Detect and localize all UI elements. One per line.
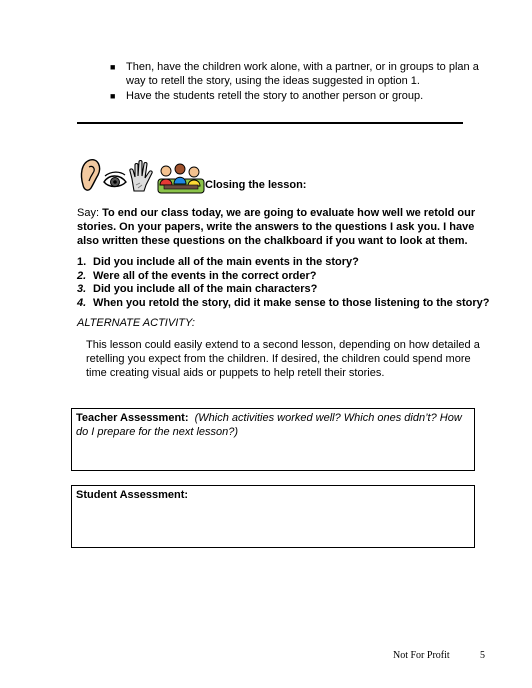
bullet-item: ■ Then, have the children work alone, with a partner, or in groups to plan a way to retell the story, using the ideas suggested in option 1. — [110, 61, 479, 87]
bullet-list — [108, 60, 498, 104]
group-people-icon — [158, 164, 204, 193]
question-item: 2. Were all of the events in the correct order? — [77, 269, 317, 282]
eye-icon — [104, 172, 126, 186]
say-prefix: Say: — [77, 207, 103, 219]
question-item: 3. Did you include all of the main characters? — [77, 283, 318, 295]
page-number: 5 — [480, 650, 485, 661]
alternate-activity-text: This lesson could easily extend to a second lesson, depending on how detailed a retelling you expect from the children. If desired, the children could spend more time creating visual aids or puppets to help retell their stories. — [86, 339, 480, 379]
student-assessment-box[interactable] — [71, 485, 475, 548]
hand-icon — [130, 161, 152, 192]
student-assessment-label: Student Assessment: — [76, 489, 189, 501]
teacher-assessment-box[interactable] — [71, 408, 475, 471]
footer-note: Not For Profit — [393, 650, 450, 661]
teacher-assessment-hint: (Which activities worked well? Which ones didn’t? How do I prepare for the next lesson?) — [76, 412, 462, 438]
say-text: To end our class today, we are going to evaluate how well we retold our stories. On your papers, write the answers to the questions I ask you. I have also written these questions on the chalkboard if you want to look at them. — [77, 207, 476, 247]
question-list — [77, 256, 497, 310]
say-paragraph — [77, 206, 477, 248]
bullet-item: ■ Have the students retell the story to another person or group. — [110, 90, 424, 102]
teacher-assessment-label: Teacher Assessment: — [76, 412, 189, 424]
alternate-activity-heading: ALTERNATE ACTIVITY: — [77, 317, 195, 329]
ear-icon — [81, 160, 99, 190]
bullet-square-icon: ■ — [110, 62, 116, 72]
question-item: 1. Did you include all of the main events in the story? — [77, 256, 359, 268]
closing-lesson-heading: Closing the lesson: — [205, 179, 307, 191]
section-divider — [77, 122, 463, 124]
bullet-square-icon: ■ — [110, 91, 116, 101]
question-item: 4. When you retold the story, did it make sense to those listening to the story? — [77, 296, 490, 309]
senses-icons — [78, 155, 206, 195]
